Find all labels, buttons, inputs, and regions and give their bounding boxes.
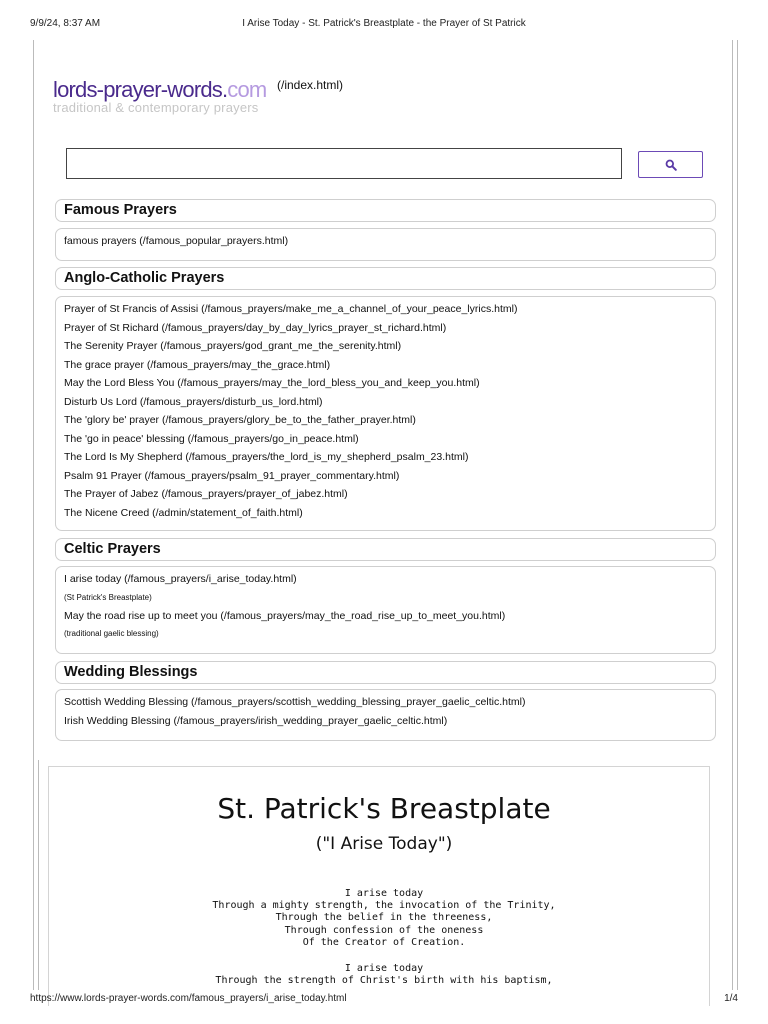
logo-wordmark	[53, 78, 266, 102]
list-item-link[interactable]: Disturb Us Lord (/famous_prayers/disturb_us_lord.html)	[64, 395, 323, 408]
list-item-link[interactable]: The 'glory be' prayer (/famous_prayers/glory_be_to_the_father_prayer.html)	[64, 414, 416, 426]
home-link[interactable]: (/index.html)	[277, 78, 344, 92]
poem-line: Of the Creator of Creation.	[302, 936, 466, 948]
search-input[interactable]	[66, 148, 622, 179]
list-item-link[interactable]: famous prayers (/famous_popular_prayers.html)	[64, 235, 289, 247]
section-heading-anglo-catholic-prayers: Anglo-Catholic Prayers	[55, 267, 716, 290]
print-page-title: I Arise Today - St. Patrick's Breastplate - the Prayer of St Patrick	[242, 18, 526, 29]
poem-line: Through the strength of Christ's birth with his baptism,	[215, 975, 553, 987]
list-item-link[interactable]: The Lord Is My Shepherd (/famous_prayers/the_lord_is_my_shepherd_psalm_23.html)	[64, 451, 469, 463]
list-item-link[interactable]: Psalm 91 Prayer (/famous_prayers/psalm_91_prayer_commentary.html)	[64, 469, 400, 482]
poem-line: I arise today	[344, 963, 424, 975]
list-item-link[interactable]: Prayer of St Richard (/famous_prayers/day_by_day_lyrics_prayer_st_richard.html)	[64, 321, 447, 334]
list-item-link[interactable]: The 'go in peace' blessing (/famous_prayers/go_in_peace.html)	[64, 432, 359, 445]
site-logo[interactable]	[53, 78, 266, 115]
poem-line: I arise today	[344, 888, 424, 899]
section-list-famous-prayers	[55, 228, 716, 261]
print-url: https://www.lords-prayer-words.com/famous_prayers/i_arise_today.html	[30, 993, 347, 1004]
search-button[interactable]	[638, 151, 703, 178]
logo-suffix: com	[227, 77, 267, 102]
list-item-link[interactable]: I arise today (/famous_prayers/i_arise_today.html)	[64, 573, 297, 585]
section-list-celtic-prayers	[55, 566, 716, 654]
list-item-note: (traditional gaelic blessing)	[64, 629, 159, 638]
poem-stanza	[0, 888, 768, 949]
logo-main-text: lords-prayer-words.	[53, 77, 228, 102]
list-item-link[interactable]: Irish Wedding Blessing (/famous_prayers/irish_wedding_prayer_gaelic_celtic.html)	[64, 714, 448, 727]
logo-tagline: traditional & contemporary prayers	[53, 100, 259, 115]
poem-line: Through the belief in the threeness,	[275, 912, 493, 924]
list-item-link[interactable]: May the road rise up to meet you (/famous_prayers/may_the_road_rise_up_to_meet_you.html)	[64, 609, 506, 622]
list-item-link[interactable]: The Prayer of Jabez (/famous_prayers/prayer_of_jabez.html)	[64, 488, 348, 500]
poem-text	[0, 888, 768, 1001]
article-title: St. Patrick's Breastplate	[217, 792, 551, 825]
list-item-link[interactable]: The Nicene Creed (/admin/statement_of_faith.html)	[64, 506, 303, 519]
section-heading-wedding-blessings: Wedding Blessings	[55, 661, 716, 684]
list-item-link[interactable]: The Serenity Prayer (/famous_prayers/god_grant_me_the_serenity.html)	[64, 340, 402, 352]
list-item-link[interactable]: The grace prayer (/famous_prayers/may_the_grace.html)	[64, 358, 331, 371]
search-icon	[665, 159, 677, 171]
list-item-link[interactable]: May the Lord Bless You (/famous_prayers/may_the_lord_bless_you_and_keep_you.html)	[64, 377, 480, 389]
section-list-wedding-blessings	[55, 689, 716, 741]
list-item-note: (St Patrick's Breastplate)	[64, 592, 152, 602]
print-datetime: 9/9/24, 8:37 AM	[30, 18, 101, 29]
section-list-anglo-catholic-prayers	[55, 296, 716, 531]
poem-line: Through a mighty strength, the invocation of the Trinity,	[212, 900, 556, 912]
section-heading-famous-prayers: Famous Prayers	[55, 199, 716, 222]
poem-stanza	[0, 963, 768, 987]
print-footer	[0, 993, 768, 1007]
list-item-link[interactable]: Prayer of St Francis of Assisi (/famous_prayers/make_me_a_channel_of_your_peace_lyrics.html)	[64, 303, 518, 315]
print-page-number: 1/4	[724, 993, 738, 1004]
section-heading-celtic-prayers: Celtic Prayers	[55, 538, 716, 561]
list-item-link[interactable]: Scottish Wedding Blessing (/famous_prayers/scottish_wedding_blessing_prayer_gaelic_celtic.html)	[64, 696, 526, 708]
poem-line: Through confession of the oneness	[284, 924, 484, 936]
article-subtitle: ("I Arise Today")	[315, 834, 453, 854]
print-header	[0, 18, 768, 32]
